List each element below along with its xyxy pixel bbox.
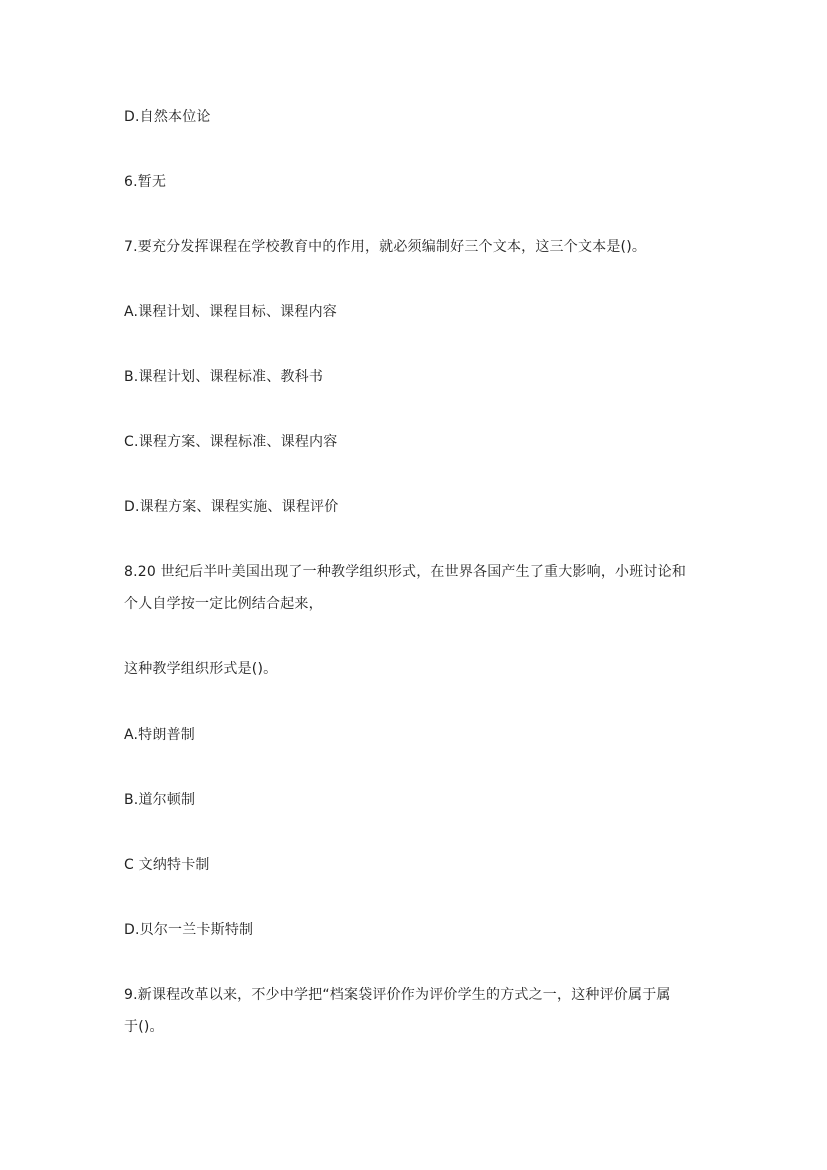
question-9-line-1: 9.新课程改革以来，不少中学把“档案袋评价作为评价学生的方式之一，这种评价属于属 <box>124 987 671 1003</box>
option-8c: C 文纳特卡制 <box>124 857 210 873</box>
question-8-line-1: 8.20 世纪后半叶美国出现了一种教学组织形式，在世界各国产生了重大影响，小班讨论和 <box>124 564 687 580</box>
question-7: 7.要充分发挥课程在学校教育中的作用，就必须编制好三个文本，这三个文本是()。 <box>124 239 647 255</box>
question-8-line-2: 个人自学按一定比例结合起来， <box>124 596 323 612</box>
option-7d: D.课程方案、课程实施、课程评价 <box>124 499 339 515</box>
option-8b: B.道尔顿制 <box>124 792 196 808</box>
question-9-line-2: 于()。 <box>124 1019 164 1035</box>
question-6: 6.暂无 <box>124 174 167 190</box>
option-8d: D.贝尔一兰卡斯特制 <box>124 922 254 938</box>
option-7c: C.课程方案、课程标准、课程内容 <box>124 434 338 450</box>
question-8-line-3: 这种教学组织形式是()。 <box>124 661 278 677</box>
option-7a: A.课程计划、课程目标、课程内容 <box>124 304 337 320</box>
option-5d: D.自然本位论 <box>124 109 211 125</box>
option-8a: A.特朗普制 <box>124 727 195 743</box>
option-7b: B.课程计划、课程标准、教科书 <box>124 369 324 385</box>
